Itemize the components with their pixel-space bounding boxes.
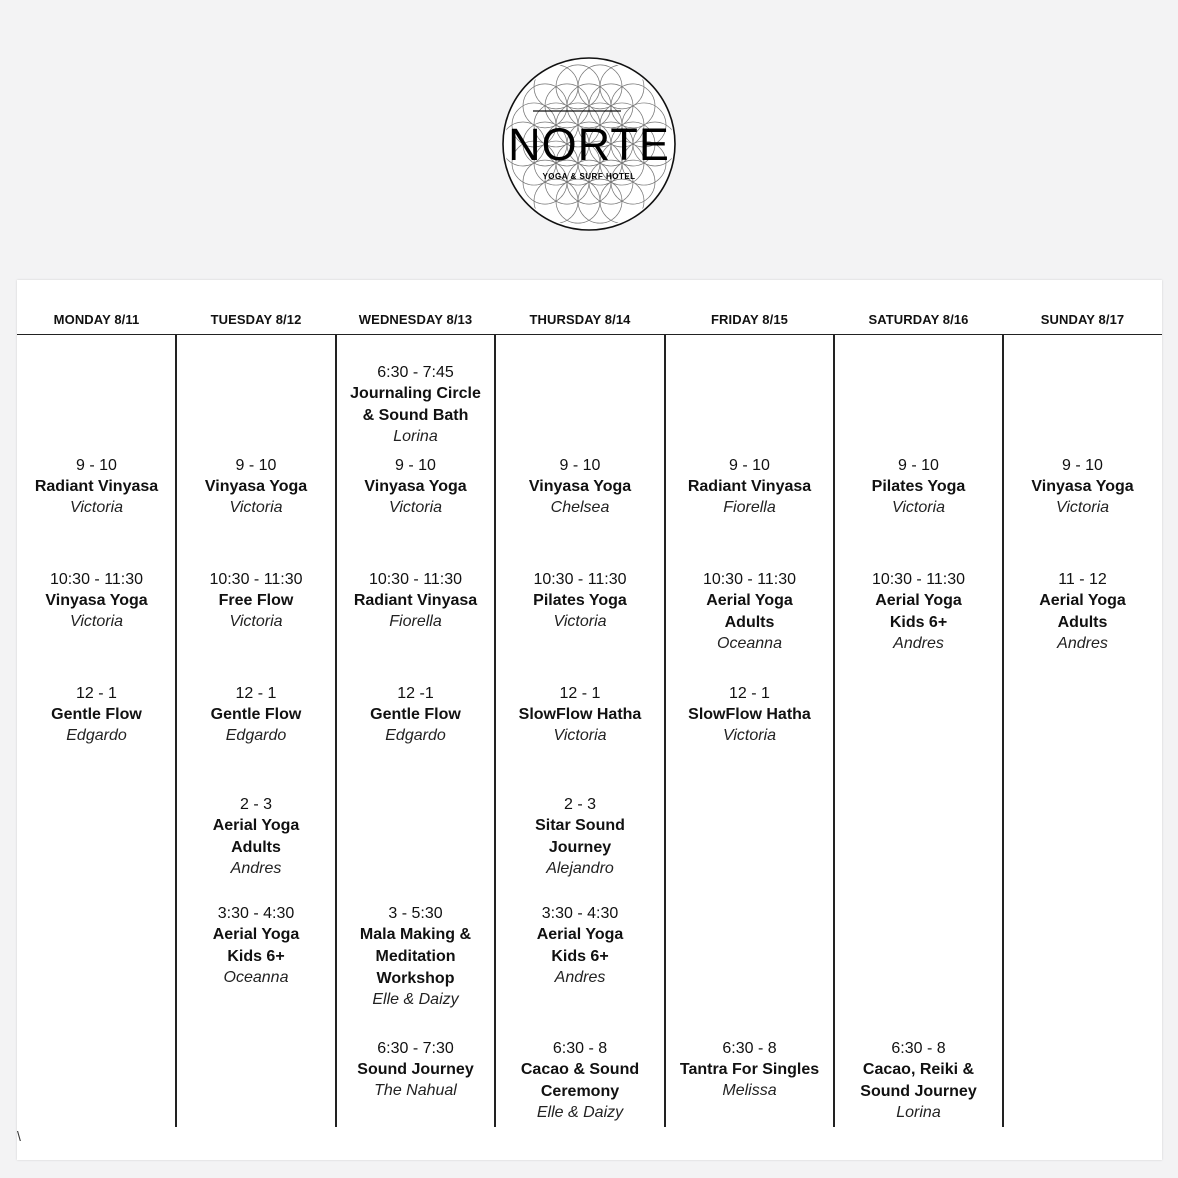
day-header-4: THURSDAY 8/14	[529, 312, 631, 327]
day-header-6: SATURDAY 8/16	[868, 312, 969, 327]
class-time: 11 - 12	[1058, 571, 1107, 588]
class-instructor: Elle & Daizy	[372, 991, 459, 1008]
class-title: Aerial Yoga	[536, 926, 624, 943]
class-title: Aerial Yoga	[212, 817, 300, 834]
class-instructor: Victoria	[229, 613, 283, 630]
day-column	[665, 335, 834, 1127]
class-title: Aerial Yoga	[875, 592, 962, 609]
class-instructor: Oceanna	[223, 969, 289, 986]
class-instructor: The Nahual	[374, 1082, 457, 1099]
class-title: Ceremony	[540, 1083, 620, 1100]
class-title: Vinyasa Yoga	[528, 478, 632, 495]
class-time: 6:30 - 8	[552, 1040, 608, 1057]
class-time: 10:30 - 11:30	[533, 571, 627, 588]
class-title: Sound Journey	[860, 1083, 977, 1100]
class-instructor: Oceanna	[717, 635, 782, 652]
class-instructor: Edgardo	[225, 727, 287, 744]
class-instructor: Elle & Daizy	[536, 1104, 624, 1121]
norte-logo	[501, 56, 677, 232]
class-title: Gentle Flow	[370, 706, 461, 723]
class-title: Kids 6+	[889, 614, 948, 631]
class-instructor: Lorina	[393, 428, 438, 445]
class-title: Gentle Flow	[51, 706, 142, 723]
schedule-sheet	[17, 280, 1162, 1160]
class-time: 3 - 5:30	[388, 905, 443, 922]
class-title: Radiant Vinyasa	[687, 478, 812, 495]
class-instructor: Fiorella	[723, 499, 776, 516]
column-divider	[1002, 335, 1004, 1127]
day-header-7: SUNDAY 8/17	[1040, 312, 1125, 327]
class-time: 12 - 1	[729, 685, 770, 702]
class-title: Pilates Yoga	[533, 592, 627, 609]
class-instructor: Victoria	[229, 499, 283, 516]
class-time: 10:30 - 11:30	[49, 571, 144, 588]
class-instructor: Edgardo	[66, 727, 127, 744]
class-instructor: Andres	[554, 969, 606, 986]
day-header-5: FRIDAY 8/15	[711, 312, 788, 327]
class-title: Vinyasa Yoga	[1031, 478, 1134, 495]
class-instructor: Andres	[1057, 635, 1108, 652]
class-entry	[336, 683, 495, 746]
class-title: Adults	[231, 839, 281, 856]
class-time: 9 - 10	[729, 457, 770, 474]
class-entry	[495, 683, 665, 746]
class-instructor: Alejandro	[546, 860, 614, 877]
day-column	[17, 335, 176, 1127]
day-column	[1003, 335, 1162, 1127]
class-title: Meditation	[375, 948, 456, 965]
class-title: Adults	[724, 614, 775, 631]
day-column	[834, 335, 1003, 1127]
class-title: & Sound Bath	[362, 407, 469, 424]
class-entry	[834, 455, 1003, 518]
column-divider	[833, 335, 835, 1127]
brand-name: NORTE	[508, 119, 670, 170]
header	[0, 0, 1178, 268]
class-entry	[665, 569, 834, 654]
class-instructor: Victoria	[69, 613, 124, 630]
class-title: Journey	[548, 839, 612, 856]
class-entry	[176, 903, 336, 988]
class-time: 6:30 - 8	[891, 1040, 946, 1057]
class-title: Kids 6+	[551, 948, 609, 965]
class-instructor: Victoria	[69, 499, 124, 516]
class-title: SlowFlow Hatha	[688, 706, 811, 723]
class-instructor: Lorina	[896, 1104, 941, 1121]
class-entry	[17, 683, 176, 746]
class-entry	[17, 569, 176, 632]
day-column	[336, 335, 495, 1127]
class-time: 12 -1	[397, 685, 434, 702]
class-title: Cacao, Reiki &	[862, 1061, 975, 1078]
class-entry	[17, 455, 176, 518]
class-time: 10:30 - 11:30	[368, 571, 463, 588]
class-entry	[336, 455, 495, 518]
class-time: 9 - 10	[395, 457, 436, 474]
class-title: Kids 6+	[227, 948, 285, 965]
class-title: Free Flow	[218, 592, 294, 609]
class-instructor: Andres	[230, 860, 282, 877]
class-time: 12 - 1	[76, 685, 117, 702]
class-entry	[336, 1038, 495, 1101]
class-time: 9 - 10	[898, 457, 939, 474]
class-title: Journaling Circle	[350, 385, 481, 402]
class-entry	[336, 362, 495, 447]
class-time: 3:30 - 4:30	[541, 905, 619, 922]
class-time: 6:30 - 7:45	[377, 364, 454, 381]
class-title: Sound Journey	[357, 1061, 474, 1078]
column-divider	[175, 335, 177, 1127]
class-instructor: Victoria	[388, 499, 443, 516]
class-time: 9 - 10	[559, 457, 601, 474]
class-instructor: Edgardo	[385, 727, 446, 744]
day-header-3: WEDNESDAY 8/13	[358, 312, 473, 327]
class-title: Tantra For Singles	[679, 1061, 820, 1078]
class-title: Radiant Vinyasa	[353, 592, 478, 609]
class-time: 12 - 1	[235, 685, 277, 702]
class-entry	[665, 683, 834, 746]
class-time: 6:30 - 7:30	[377, 1040, 454, 1057]
class-entry	[834, 569, 1003, 654]
class-time: 9 - 10	[235, 457, 277, 474]
stray-mark: \	[17, 1128, 21, 1144]
class-title: SlowFlow Hatha	[518, 706, 642, 723]
column-divider	[494, 335, 496, 1127]
class-entry	[495, 794, 665, 879]
column-divider	[335, 335, 337, 1127]
class-instructor: Chelsea	[550, 499, 610, 516]
day-column	[176, 335, 336, 1127]
class-entry	[176, 683, 336, 746]
class-entry	[176, 569, 336, 632]
class-entry	[176, 794, 336, 879]
class-instructor: Victoria	[553, 613, 607, 630]
class-entry	[336, 569, 495, 632]
class-title: Aerial Yoga	[706, 592, 793, 609]
class-entry	[336, 903, 495, 1010]
class-instructor: Victoria	[891, 499, 946, 516]
class-entry	[176, 455, 336, 518]
class-time: 9 - 10	[1062, 457, 1103, 474]
class-entry	[1003, 455, 1162, 518]
class-instructor: Melissa	[722, 1082, 777, 1099]
class-title: Mala Making &	[359, 926, 472, 943]
class-instructor: Victoria	[553, 727, 607, 744]
class-title: Gentle Flow	[210, 706, 302, 723]
class-instructor: Andres	[893, 635, 944, 652]
class-time: 2 - 3	[563, 796, 596, 813]
class-entry	[834, 1038, 1003, 1123]
class-time: 10:30 - 11:30	[702, 571, 797, 588]
class-title: Vinyasa Yoga	[364, 478, 467, 495]
class-title: Radiant Vinyasa	[34, 478, 159, 495]
class-title: Vinyasa Yoga	[204, 478, 308, 495]
class-time: 2 - 3	[239, 796, 272, 813]
class-entry	[495, 569, 665, 632]
class-time: 10:30 - 11:30	[209, 571, 303, 588]
class-instructor: Victoria	[722, 727, 777, 744]
class-title: Adults	[1057, 614, 1108, 631]
class-title: Aerial Yoga	[212, 926, 300, 943]
day-column	[495, 335, 665, 1127]
class-title: Vinyasa Yoga	[45, 592, 148, 609]
class-time: 12 - 1	[559, 685, 601, 702]
class-instructor: Victoria	[1055, 499, 1110, 516]
class-entry	[495, 455, 665, 518]
class-title: Pilates Yoga	[871, 478, 966, 495]
column-divider	[664, 335, 666, 1127]
class-instructor: Fiorella	[389, 613, 442, 630]
day-header-2: TUESDAY 8/12	[210, 312, 302, 327]
class-title: Cacao & Sound	[520, 1061, 640, 1078]
class-entry	[495, 1038, 665, 1123]
class-title: Sitar Sound	[535, 817, 625, 834]
class-title: Aerial Yoga	[1039, 592, 1126, 609]
class-time: 9 - 10	[76, 457, 117, 474]
class-entry	[665, 1038, 834, 1101]
day-header-1: MONDAY 8/11	[53, 312, 140, 327]
class-entry	[665, 455, 834, 518]
class-title: Workshop	[376, 970, 455, 987]
class-entry	[1003, 569, 1162, 654]
brand-tagline: YOGA & SURF HOTEL	[542, 172, 636, 181]
class-time: 10:30 - 11:30	[871, 571, 966, 588]
class-time: 3:30 - 4:30	[217, 905, 295, 922]
day-header-row	[17, 280, 1162, 335]
class-entry	[495, 903, 665, 988]
class-time: 6:30 - 8	[722, 1040, 777, 1057]
